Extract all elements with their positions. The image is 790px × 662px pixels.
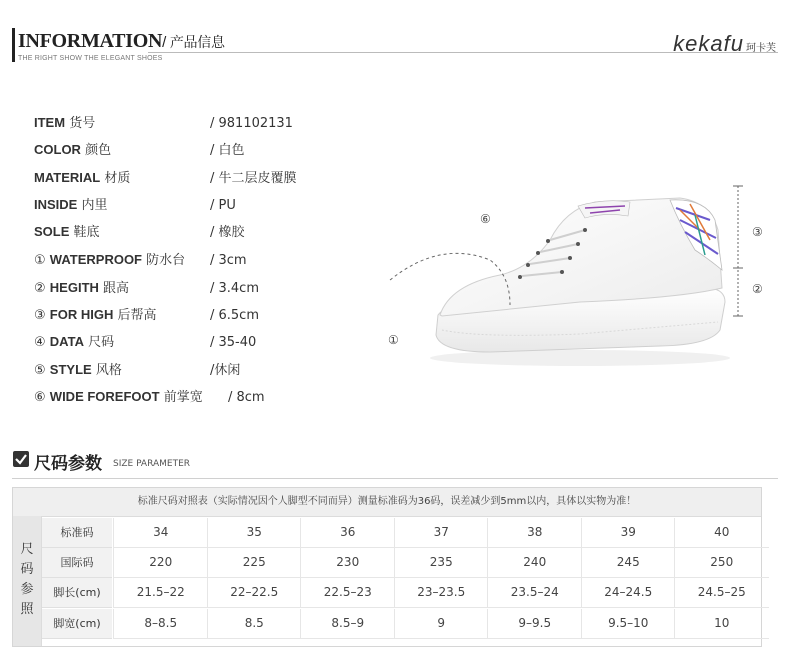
spec-number: ④ xyxy=(34,335,50,350)
spec-label: WATERPROOF xyxy=(49,252,142,267)
size-section-heading: 尺码参数 xyxy=(34,454,102,474)
spec-label-cn: 尺码 xyxy=(83,335,115,350)
spec-row-forefoot xyxy=(34,387,265,407)
size-table-cell: 24.5–25 xyxy=(674,578,769,608)
spec-value: / 3.4cm xyxy=(210,281,259,296)
size-table-cell: 21.5–22 xyxy=(113,578,208,608)
spec-value: / 35-40 xyxy=(210,335,257,350)
spec-value: / PU xyxy=(210,198,236,213)
spec-row-size xyxy=(34,332,256,352)
spec-value: / 牛二层皮覆膜 xyxy=(210,171,297,186)
spec-label: SOLE xyxy=(34,224,70,239)
spec-label: ITEM xyxy=(34,115,66,130)
size-row-label: 脚宽(cm) xyxy=(42,609,112,639)
size-table-cell: 9.5–10 xyxy=(581,609,676,639)
spec-number: ③ xyxy=(34,308,50,323)
callout-1: ① xyxy=(388,333,399,347)
page-title xyxy=(18,30,225,53)
spec-row-color xyxy=(34,140,245,160)
brand-logo xyxy=(673,31,776,57)
size-table-cell: 9–9.5 xyxy=(487,609,582,639)
spec-row-style xyxy=(34,360,240,380)
header-accent-bar xyxy=(12,28,15,62)
size-table-cell: 235 xyxy=(394,548,489,578)
callout-6: ⑥ xyxy=(480,212,491,226)
size-table-cell: 225 xyxy=(207,548,302,578)
spec-value: /休闲 xyxy=(210,363,241,378)
size-table-side-label xyxy=(13,516,42,646)
spec-label: FOR HIGH xyxy=(49,307,114,322)
size-table-cell: 22–22.5 xyxy=(207,578,302,608)
product-image-shoe xyxy=(380,180,780,380)
spec-label-cn: 鞋底 xyxy=(69,225,100,240)
side-label-char: 码 xyxy=(20,562,34,577)
side-label-char: 尺 xyxy=(20,542,34,557)
brand-name-cn: 珂卡芙 xyxy=(746,43,776,54)
spec-label: MATERIAL xyxy=(34,170,101,185)
size-table-cell: 9 xyxy=(394,609,489,639)
size-table-cell: 36 xyxy=(300,518,395,548)
spec-row-waterproof xyxy=(34,250,247,270)
size-table-cell: 240 xyxy=(487,548,582,578)
spec-number: ① xyxy=(34,253,50,268)
spec-label-cn: 防水台 xyxy=(142,253,186,268)
spec-label-cn: 材质 xyxy=(100,171,131,186)
size-table-cell: 35 xyxy=(207,518,302,548)
size-row-label: 脚长(cm) xyxy=(42,578,112,608)
size-table-cell: 22.5–23 xyxy=(300,578,395,608)
spec-label: DATA xyxy=(49,334,84,349)
size-row-label: 标准码 xyxy=(42,518,112,548)
page-subtitle: THE RIGHT SHOW THE ELEGANT SHOES xyxy=(18,55,163,62)
spec-label: STYLE xyxy=(49,362,92,377)
size-table-cell: 34 xyxy=(113,518,208,548)
spec-row-back-height xyxy=(34,305,259,325)
size-table-cell: 24–24.5 xyxy=(581,578,676,608)
size-table-cell: 23–23.5 xyxy=(394,578,489,608)
spec-row-heel-height xyxy=(34,278,259,298)
spec-value: / 981102131 xyxy=(210,116,293,131)
size-section-divider xyxy=(12,478,778,479)
size-table-cell: 250 xyxy=(674,548,769,578)
spec-label-cn: 后帮高 xyxy=(113,308,157,323)
spec-label: INSIDE xyxy=(34,197,78,212)
spec-row-material xyxy=(34,168,297,188)
spec-number: ⑥ xyxy=(34,390,50,405)
spec-label-cn: 前掌宽 xyxy=(159,390,203,405)
spec-row-inside xyxy=(34,195,236,215)
spec-value: / 白色 xyxy=(210,143,245,158)
size-table-cell: 40 xyxy=(674,518,769,548)
size-table-note: 标准尺码对照表（实际情况因个人脚型不同而异）测量标准码为36码，误差减少到5mm以内，具体以实物为准！ xyxy=(13,488,761,517)
spec-label: HEGITH xyxy=(49,280,99,295)
side-label-char: 照 xyxy=(20,602,34,617)
page-title-cn: 产品信息 xyxy=(169,35,225,51)
spec-label-cn: 颜色 xyxy=(80,143,112,158)
spec-number: ⑤ xyxy=(34,363,50,378)
size-table-cell: 23.5–24 xyxy=(487,578,582,608)
checkbox-icon xyxy=(13,451,29,467)
brand-logo-text: kekafu xyxy=(673,31,744,56)
size-table-cell: 10 xyxy=(674,609,769,639)
spec-label: COLOR xyxy=(34,142,81,157)
size-section-heading-en: SIZE PARAMETER xyxy=(113,459,191,469)
size-table xyxy=(12,487,762,647)
spec-label-cn: 跟高 xyxy=(98,281,130,296)
spec-label-cn: 风格 xyxy=(91,363,122,378)
size-table-cell: 8.5 xyxy=(207,609,302,639)
size-table-cell: 245 xyxy=(581,548,676,578)
size-row-label: 国际码 xyxy=(42,548,112,578)
callout-2: ② xyxy=(752,282,763,296)
size-table-cell: 8–8.5 xyxy=(113,609,208,639)
spec-label-cn: 内里 xyxy=(77,198,108,213)
size-table-cell: 230 xyxy=(300,548,395,578)
spec-row-sole xyxy=(34,222,245,242)
side-label-char: 参 xyxy=(20,582,34,597)
spec-value: / 3cm xyxy=(210,253,247,268)
spec-value: / 8cm xyxy=(228,390,265,405)
page-title-en: INFORMATION xyxy=(18,30,163,52)
spec-label-cn: 货号 xyxy=(65,116,96,131)
spec-value: / 6.5cm xyxy=(210,308,259,323)
spec-label: WIDE FOREFOOT xyxy=(49,389,160,404)
size-table-cell: 37 xyxy=(394,518,489,548)
spec-row-item xyxy=(34,113,293,133)
size-table-cell: 38 xyxy=(487,518,582,548)
spec-number: ② xyxy=(34,281,50,296)
size-table-cell: 220 xyxy=(113,548,208,578)
size-table-cell: 39 xyxy=(581,518,676,548)
size-table-cell: 8.5–9 xyxy=(300,609,395,639)
shoe-illustration xyxy=(380,180,780,380)
callout-3: ③ xyxy=(752,225,763,239)
spec-value: / 橡胶 xyxy=(210,225,245,240)
page-title-separator: / xyxy=(162,34,170,51)
